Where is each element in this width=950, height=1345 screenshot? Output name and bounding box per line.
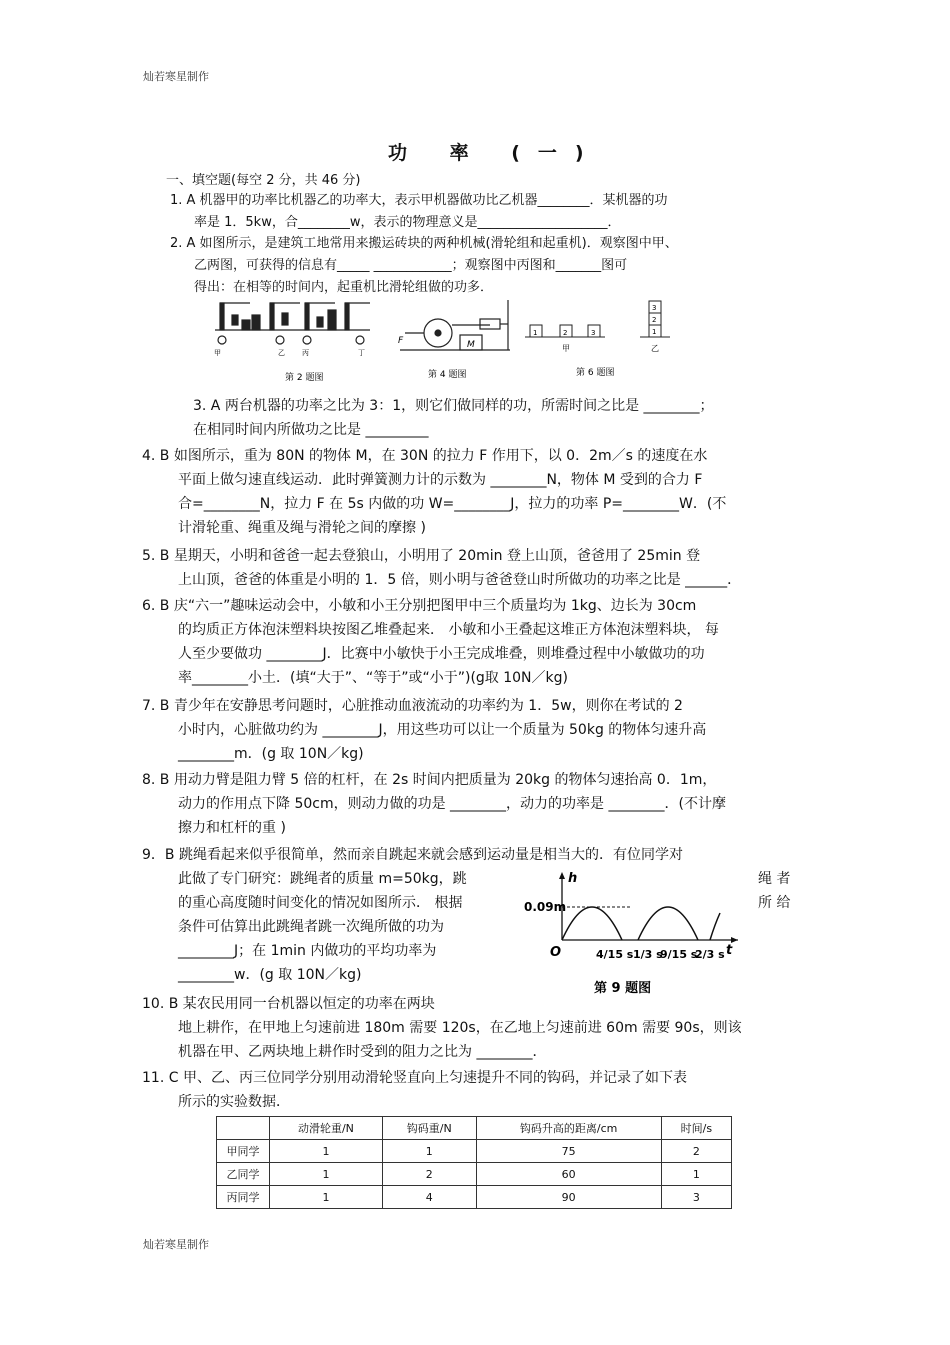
question-11: 11. C 甲、乙、丙三位同学分别用动滑轮竖直向上匀速提升不同的钩码，并记录了如下表 所示的实验数据． [142,1070,687,1110]
table-header [217,1117,270,1140]
fig9-arc-2 [638,907,698,940]
question-9-right-column: 绳 者 所 给 [758,871,791,911]
fig6-box-3: 3 [591,329,596,337]
table-header: 钩码重/N [382,1117,476,1140]
table-cell: 4 [382,1186,476,1209]
figure-4 [400,300,510,350]
fig6-box-2: 2 [563,329,568,337]
table-cell: 2 [661,1140,731,1163]
table-cell: 1 [270,1140,383,1163]
table-cell: 3 [661,1186,731,1209]
table-cell: 1 [382,1140,476,1163]
figures-2-4-6 [210,295,690,385]
question-10: 10. B 某农民用同一台机器以恒定的功率在两块 地上耕作，在甲地上匀速前进 180m 需要 120s，在乙地上匀速前进 60m 需要 90s，则该 机器在甲、乙两块地上耕作时受到的阻力之比为 ________． [142,996,742,1060]
table-cell: 2 [382,1163,476,1186]
table-cell: 90 [476,1186,661,1209]
fig9-tick-1: 4/15 s [596,948,634,961]
table-cell: 丙同学 [217,1186,270,1209]
question-8: 8. B 用动力臂是阻力臂 5 倍的杠杆，在 2s 时间内把质量为 20kg 的物体匀速抬高 0．1m， 动力的作用点下降 50cm，则动力做的功是 ________，动力的功率是 ________．(不计摩 擦力和杠杆的重 ) [142,772,726,836]
fig6-label-yi: 乙 [651,344,659,353]
section-heading: 一、填空题(每空 2 分，共 46 分) [166,173,361,188]
fig2-label-jia: 甲 [214,349,221,357]
figure-6 [525,301,670,337]
table-header-row [217,1117,732,1140]
fig9-caption: 第 9 题图 [594,981,652,996]
question-7: 7. B 青少年在安静思考问题时，心脏推动血液流动的功率约为 1．5w，则你在考试的 2 小时内，心脏做功约为 ________J，用这些功可以让一个质量为 50kg 的物体匀速升高 ________m．(g 取 10N／kg) [142,698,707,762]
page-header: 灿若寒星制作 [143,70,209,83]
fig4-label-M: M [467,340,475,350]
fig9-tick-3: 9/15 s [660,948,698,961]
figure-9 [520,868,745,998]
page-footer: 灿若寒星制作 [143,1238,209,1251]
question-1: 1. A 机器甲的功率比机器乙的功率大，表示甲机器做功比乙机器________．某机器的功 率是 1．5kw，合________w，表示的物理意义是____________________． [170,193,668,230]
fig2-label-bing: 丙 [302,349,309,357]
table-row [217,1186,732,1209]
fig4-label-F: F [398,336,404,346]
table-cell: 1 [270,1186,383,1209]
table-cell: 乙同学 [217,1163,270,1186]
table-cell: 1 [661,1163,731,1186]
question-9: 9．B 跳绳看起来似乎很简单，然而亲自跳起来就会感到运动量是相当大的．有位同学对 此做了专门研究：跳绳者的质量 m=50kg，跳 的重心高度随时间变化的情况如图所示． 根据 条件可估算出此跳绳者跳一次绳所做的功为 ________J；在 1min 内做功的平均功率为 ________w．(g 取 10N／kg) [142,847,683,983]
fig9-x-label: t [726,943,733,958]
fig6-stack-1: 1 [652,328,657,336]
table-cell: 甲同学 [217,1140,270,1163]
question-6: 6. B 庆“六一”趣味运动会中，小敏和小王分别把图甲中三个质量均为 1kg、边长为 30cm 的均质正方体泡沫塑料块按图乙堆叠起来． 小敏和小王叠起这堆正方体泡沫塑料块， 每 人至少要做功 ________J．比赛中小敏快于小王完成堆叠，则堆叠过程中小敏做功的功 率________小土．(填“大于”、“等于”或“小于”)(g取 10N／kg) [142,598,719,686]
fig2-label-yi: 乙 [278,349,285,357]
fig6-caption: 第 6 题图 [576,368,615,378]
fig9-y-label: h [568,871,578,886]
table-row [217,1163,732,1186]
fig9-tick-2: 1/3 s [633,948,663,961]
table-cell: 1 [270,1163,383,1186]
page-title: 功 率 (一) [388,142,602,164]
table-cell: 75 [476,1140,661,1163]
fig2-caption: 第 2 题图 [285,373,324,383]
fig2-label-ding: 丁 [358,349,365,357]
figure-2 [215,303,370,344]
table-cell: 60 [476,1163,661,1186]
fig9-arc-1 [562,907,622,940]
fig6-stack-2: 2 [652,316,657,324]
fig9-arc-3 [710,913,720,940]
fig6-stack-3: 3 [652,304,657,312]
table-header: 钩码升高的距离/cm [476,1117,661,1140]
fig9-height-label: 0.09m [524,900,567,914]
question-3: 3. A 两台机器的功率之比为 3：1，则它们做同样的功，所需时间之比是 ________； 在相同时间内所做功之比是 _________ [193,398,714,438]
question-5: 5. B 星期天，小明和爸爸一起去登狼山，小明用了 20min 登上山顶，爸爸用了 25min 登 上山顶，爸爸的体重是小明的 1．5 倍，则小明与爸爸登山时所做功的功率之比是 ______． [142,548,742,588]
question-4: 4. B 如图所示，重为 80N 的物体 M，在 30N 的拉力 F 作用下，以 0．2m／s 的速度在水 平面上做匀速直线运动．此时弹簧测力计的示数为 ________N，物体 M 受到的合力 F 合=________N，拉力 F 在 5s 内做的功 W=________J，拉力的功率 P=________W．(不 计滑轮重、绳重及绳与滑轮之间的摩擦 ) [142,448,727,536]
fig9-origin: O [550,945,562,960]
table-header: 时间/s [661,1117,731,1140]
fig9-tick-4: 2/3 s [695,948,725,961]
fig6-label-jia: 甲 [562,344,570,353]
data-table [216,1116,732,1209]
fig6-box-1: 1 [533,329,538,337]
table-row [217,1140,732,1163]
table-header: 动滑轮重/N [270,1117,383,1140]
question-2: 2. A 如图所示，是建筑工地常用来搬运砖块的两种机械(滑轮组和起重机)．观察图中甲、 乙两图，可获得的信息有_____ ____________；观察图中丙图和_______图可 得出：在相等的时间内，起重机比滑轮组做的功多． [170,236,678,295]
fig4-caption: 第 4 题图 [428,370,467,380]
